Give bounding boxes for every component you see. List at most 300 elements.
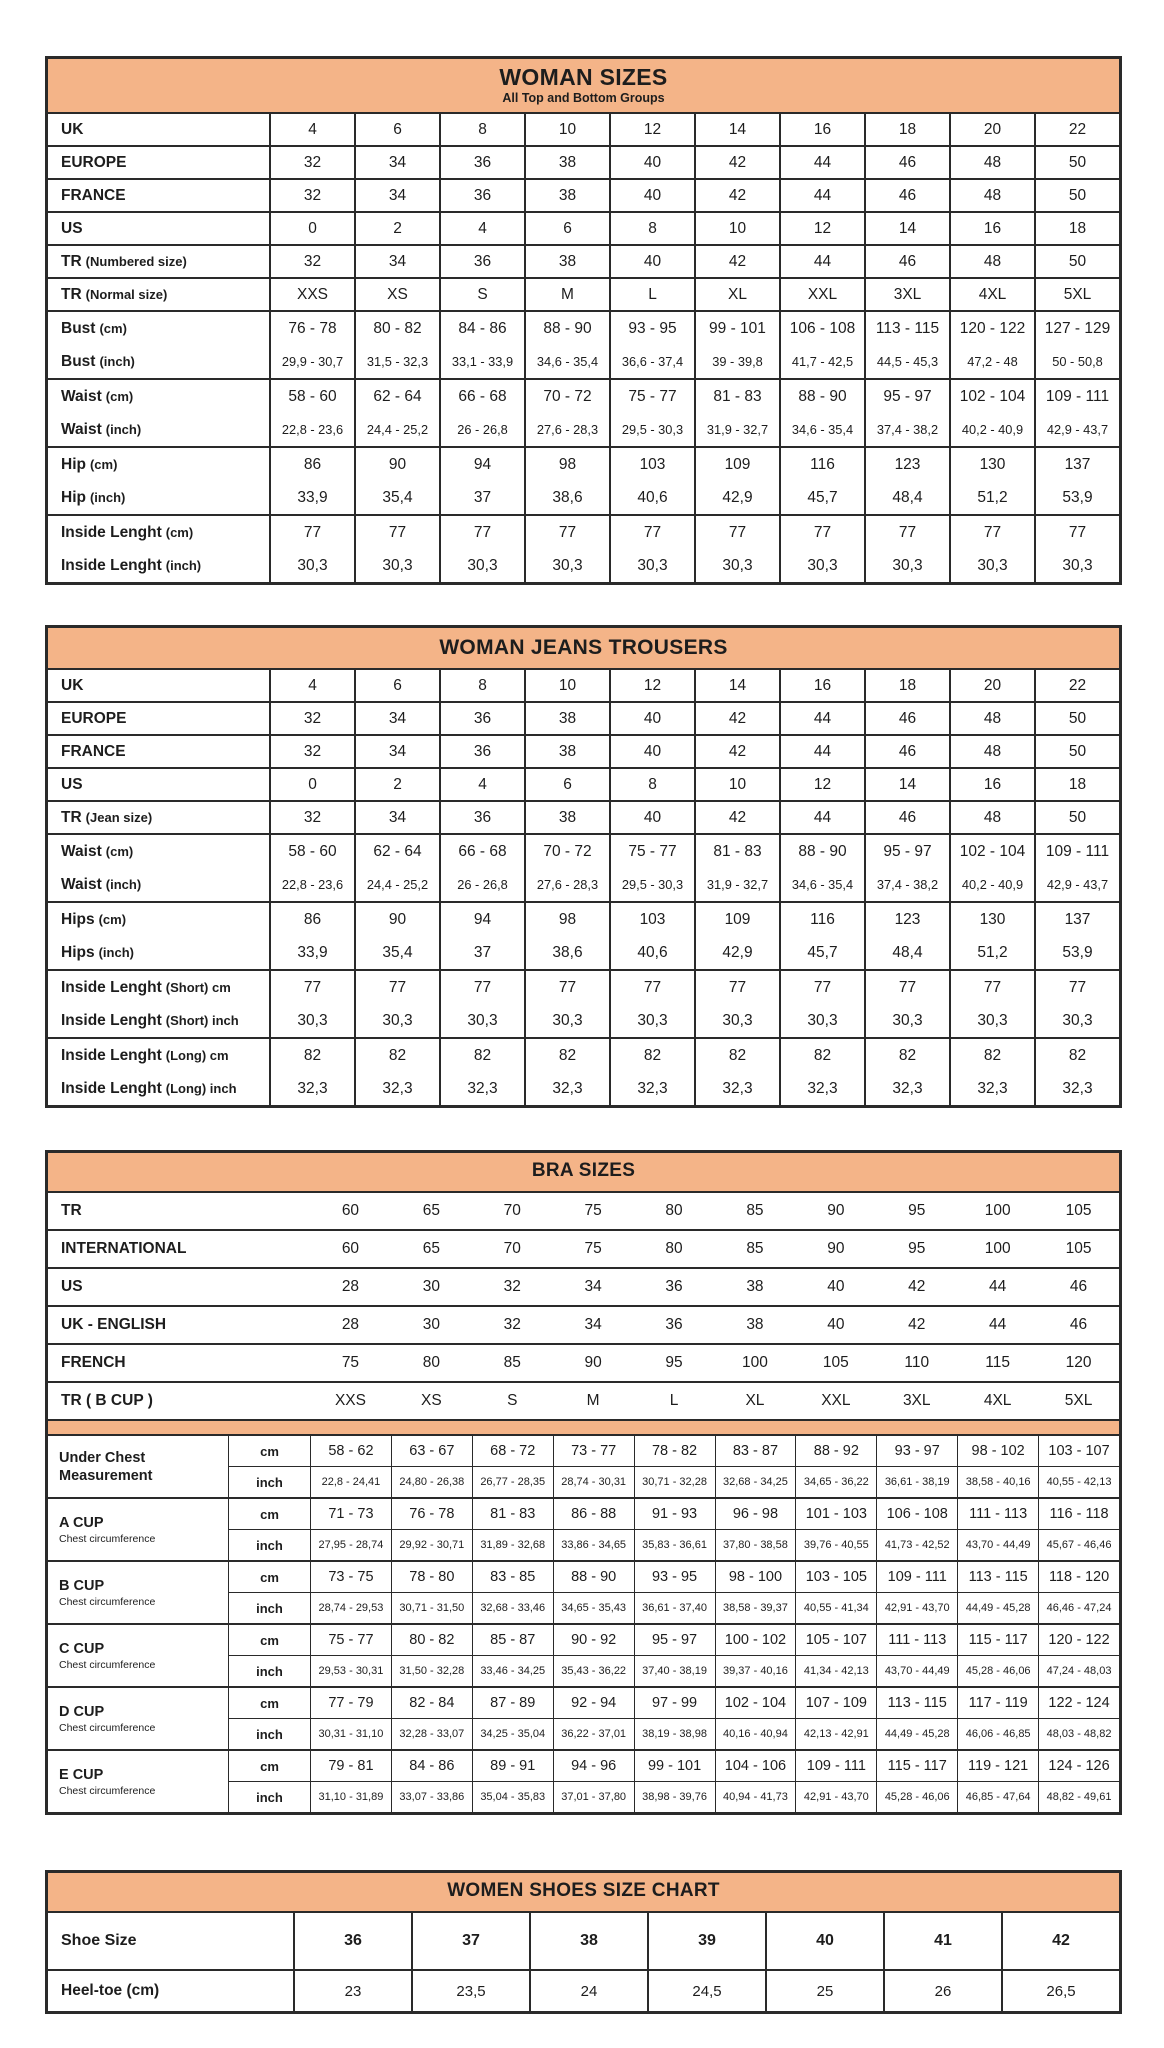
table-cell: 116: [779, 448, 864, 481]
table-cell: 35,83 - 36,61: [634, 1529, 715, 1560]
table-cell: 38: [746, 1316, 764, 1334]
table-cell: 30,3: [694, 549, 779, 582]
table-cell: 48: [949, 180, 1034, 211]
table-cell: 115 - 117: [876, 1751, 957, 1781]
table-cell: 65: [422, 1240, 440, 1258]
table-cell: 12: [609, 670, 694, 701]
unit-label-inch: inch: [228, 1466, 310, 1497]
table-cell: 22: [1034, 670, 1119, 701]
unit-label-inch: inch: [228, 1781, 310, 1812]
table-title: BRA SIZES: [531, 1160, 636, 1182]
row-label-note: (Short) cm: [165, 980, 231, 996]
table-cell: 32: [269, 802, 354, 833]
table-cell: 38: [529, 1913, 647, 1969]
cup-label: [48, 1562, 228, 1623]
table-cell: 33,86 - 34,65: [553, 1529, 634, 1560]
table-cell: 99 - 101: [634, 1751, 715, 1781]
cup-label: [48, 1436, 228, 1497]
row-group: [48, 668, 1119, 701]
table-cell: 46: [1069, 1278, 1088, 1296]
cup-title: D CUP: [59, 1704, 105, 1721]
table-cell: 44: [779, 736, 864, 767]
table-cell: 46,85 - 47,64: [957, 1781, 1038, 1812]
table-cell: 28,74 - 30,31: [553, 1466, 634, 1497]
table-cell: 26 - 26,8: [439, 868, 524, 901]
table-cell: 123: [864, 448, 949, 481]
table-cell: 123: [864, 903, 949, 936]
table-cell: 32,28 - 33,07: [391, 1718, 472, 1749]
table-cell: 77: [524, 971, 609, 1004]
table-cell: 22: [1034, 114, 1119, 145]
table-cell: 39 - 39,8: [694, 345, 779, 378]
table-cell: 130: [949, 903, 1034, 936]
table-cell: 16: [779, 670, 864, 701]
table-cell: 34,6 - 35,4: [779, 868, 864, 901]
table-cell: 80 - 82: [354, 312, 439, 345]
row-group: [48, 378, 1119, 446]
table-cell: 77: [949, 516, 1034, 549]
table-cell: 32: [269, 736, 354, 767]
row-group: [48, 277, 1119, 310]
table-cell: 137: [1034, 448, 1119, 481]
woman-sizes-body: [48, 112, 1119, 582]
table-cell: 42: [908, 1278, 926, 1296]
table-cell: 30,3: [354, 549, 439, 582]
table-cell: 50: [1034, 147, 1119, 178]
table-cell: 10: [524, 670, 609, 701]
cup-group: [48, 1623, 1119, 1686]
row-label-note: (Normal size): [85, 287, 168, 303]
row-group: [48, 800, 1119, 833]
table-cell: 102 - 104: [715, 1688, 796, 1718]
table-cell: 4: [439, 769, 524, 800]
cup-subtitle: Chest circumference: [59, 1596, 156, 1609]
table-cell: 98 - 100: [715, 1562, 796, 1592]
table-row: [48, 1191, 1119, 1229]
table-cell: 73 - 77: [553, 1436, 634, 1466]
table-cell: 4: [269, 670, 354, 701]
table-cell: 88 - 90: [779, 835, 864, 868]
table-cell: 32,3: [949, 1072, 1034, 1105]
bra-conversion-body: [48, 1191, 1119, 1419]
row-label: Heel-toe (cm): [61, 1982, 160, 2000]
cup-title: E CUP: [59, 1767, 104, 1784]
table-cell: 34,25 - 35,04: [472, 1718, 553, 1749]
table-cell: 30,3: [439, 1004, 524, 1037]
table-cell: XXS: [334, 1392, 366, 1410]
table-cell: 137: [1034, 903, 1119, 936]
table-cell: 77: [354, 516, 439, 549]
table-cell: 8: [439, 114, 524, 145]
table-cell: 35,4: [354, 481, 439, 514]
table-cell: 77: [524, 516, 609, 549]
table-cell: 46: [864, 147, 949, 178]
table-cell: 32: [269, 180, 354, 211]
table-cell: 95: [908, 1240, 926, 1258]
row-group: [48, 1037, 1119, 1105]
cup-group: [48, 1497, 1119, 1560]
table-cell: 42: [1001, 1913, 1119, 1969]
row-label-text: Hips: [61, 910, 95, 928]
table-cell: 78 - 82: [634, 1436, 715, 1466]
table-cell: 6: [354, 114, 439, 145]
table-row: [48, 380, 1119, 413]
row-group: [48, 145, 1119, 178]
table-cell: 84 - 86: [439, 312, 524, 345]
table-row: [48, 481, 1119, 514]
table-cell: 38: [524, 180, 609, 211]
table-cell: XS: [354, 279, 439, 310]
table-cell: 33,46 - 34,25: [472, 1655, 553, 1686]
table-cell: 85 - 87: [472, 1625, 553, 1655]
table-cell: 40: [609, 147, 694, 178]
table-cell: 41,7 - 42,5: [779, 345, 864, 378]
table-cell: 48,4: [864, 481, 949, 514]
table-cell: 40: [609, 703, 694, 734]
table-cell: 34: [354, 246, 439, 277]
table-cell: 31,9 - 32,7: [694, 868, 779, 901]
table-cell: 60: [341, 1240, 360, 1258]
unit-label-inch: inch: [228, 1592, 310, 1623]
table-cell: 113 - 115: [876, 1688, 957, 1718]
table-cell: 39,76 - 40,55: [795, 1529, 876, 1560]
table-cell: 30,3: [949, 1004, 1034, 1037]
table-cell: 100: [984, 1240, 1011, 1258]
table-cell: 88 - 90: [779, 380, 864, 413]
table-cell: 44: [779, 147, 864, 178]
table-cell: 46: [864, 703, 949, 734]
table-title: WOMAN JEANS TROUSERS: [439, 636, 728, 660]
table-cell: 29,9 - 30,7: [269, 345, 354, 378]
table-row: [48, 279, 1119, 310]
table-cell: 76 - 78: [391, 1499, 472, 1529]
table-cell: 82: [694, 1039, 779, 1072]
table-cell: 80: [665, 1202, 683, 1220]
table-cell: 106 - 108: [876, 1499, 957, 1529]
table-cell: 33,9: [269, 481, 354, 514]
table-row: [48, 1229, 1119, 1267]
table-cell: 43,70 - 44,49: [957, 1529, 1038, 1560]
table-cell: 16: [949, 213, 1034, 244]
table-cell: 82: [864, 1039, 949, 1072]
row-label: [48, 1072, 269, 1105]
table-cell: 109: [694, 903, 779, 936]
table-cell: 26,5: [1001, 1971, 1119, 2011]
table-cell: 32,3: [269, 1072, 354, 1105]
table-row: [48, 1343, 1119, 1381]
table-row: [48, 802, 1119, 833]
table-cell: 106 - 108: [779, 312, 864, 345]
table-cell: 120 - 122: [949, 312, 1034, 345]
table-cell: 0: [269, 769, 354, 800]
table-cell: 44,49 - 45,28: [876, 1718, 957, 1749]
table-cell: 98: [524, 903, 609, 936]
table-cell: 18: [1034, 769, 1119, 800]
table-cell: 98: [524, 448, 609, 481]
row-group: [48, 767, 1119, 800]
table-cell: 34,6 - 35,4: [524, 345, 609, 378]
row-label-note: (inch): [105, 422, 142, 438]
table-cell: 38: [746, 1278, 764, 1296]
table-cell: 30,3: [609, 1004, 694, 1037]
cup-label: [48, 1625, 228, 1686]
row-label-note: (Numbered size): [85, 254, 187, 270]
table-cell: 36: [439, 246, 524, 277]
table-cell: 32,3: [864, 1072, 949, 1105]
table-cell: 82: [524, 1039, 609, 1072]
table-cell: 29,92 - 30,71: [391, 1529, 472, 1560]
table-cell: 38,6: [524, 481, 609, 514]
row-label-text: US: [61, 219, 83, 237]
table-cell: 46: [864, 246, 949, 277]
table-cell: 30,3: [694, 1004, 779, 1037]
table-cell: 2: [354, 769, 439, 800]
table-cell: 38,58 - 40,16: [957, 1466, 1038, 1497]
row-label: [48, 1039, 269, 1072]
table-cell: 38: [524, 802, 609, 833]
table-row: [48, 769, 1119, 800]
table-cell: 42,9 - 43,7: [1034, 413, 1119, 446]
row-label-text: EUROPE: [61, 709, 127, 727]
table-row: [48, 549, 1119, 582]
table-cell: 37,4 - 38,2: [864, 413, 949, 446]
table-cell: 81 - 83: [472, 1499, 553, 1529]
table-cell: 116 - 118: [1038, 1499, 1119, 1529]
table-cell: 73 - 75: [310, 1562, 391, 1592]
table-cell: 30: [422, 1316, 440, 1334]
row-label: [48, 903, 269, 936]
row-label-note: (inch): [105, 877, 142, 893]
table-cell: 96 - 98: [715, 1499, 796, 1529]
table-cell: 38: [524, 147, 609, 178]
unit-label-cm: cm: [228, 1688, 310, 1718]
table-cell: 68 - 72: [472, 1436, 553, 1466]
row-label-text: FRANCE: [61, 742, 126, 760]
row-label-text: UK: [61, 120, 84, 138]
table-cell: 46,46 - 47,24: [1038, 1592, 1119, 1623]
table-cell: 44: [779, 180, 864, 211]
table-cell: 71 - 73: [310, 1499, 391, 1529]
table-cell: 41,73 - 42,52: [876, 1529, 957, 1560]
unit-label-inch: inch: [228, 1529, 310, 1560]
table-cell: 23,5: [411, 1971, 529, 2011]
table-cell: 70 - 72: [524, 380, 609, 413]
table-cell: 36,61 - 37,40: [634, 1592, 715, 1623]
table-cell: 6: [354, 670, 439, 701]
table-cell: 40: [609, 736, 694, 767]
table-cell: 6: [524, 769, 609, 800]
row-group: [48, 244, 1119, 277]
table-cell: 124 - 126: [1038, 1751, 1119, 1781]
table-cell: XXS: [269, 279, 354, 310]
table-cell: 36: [665, 1278, 683, 1296]
table-cell: 40,6: [609, 481, 694, 514]
table-cell: 90: [584, 1354, 602, 1372]
row-group: [48, 211, 1119, 244]
table-cell: 14: [864, 769, 949, 800]
table-cell: 0: [269, 213, 354, 244]
unit-label-inch: inch: [228, 1718, 310, 1749]
table-cell: 34: [354, 147, 439, 178]
table-cell: 45,28 - 46,06: [876, 1781, 957, 1812]
table-cell: S: [507, 1392, 518, 1410]
table-cell: 31,5 - 32,3: [354, 345, 439, 378]
unit-label-cm: cm: [228, 1499, 310, 1529]
row-label-note: (Long) cm: [165, 1048, 229, 1064]
table-cell: 36,22 - 37,01: [553, 1718, 634, 1749]
table-cell: XL: [694, 279, 779, 310]
table-row: [48, 971, 1119, 1004]
table-cell: 87 - 89: [472, 1688, 553, 1718]
table-cell: 39: [647, 1913, 765, 1969]
table-cell: 103 - 105: [795, 1562, 876, 1592]
table-cell: 107 - 109: [795, 1688, 876, 1718]
table-cell: 42,13 - 42,91: [795, 1718, 876, 1749]
table-row: [48, 1039, 1119, 1072]
table-cell: 43,70 - 44,49: [876, 1655, 957, 1686]
table-cell: 32,3: [609, 1072, 694, 1105]
table-row: [48, 736, 1119, 767]
table-cell: 28: [341, 1278, 360, 1296]
table-cell: 102 - 104: [949, 835, 1034, 868]
row-label-note: (inch): [98, 945, 134, 961]
row-label-text: Inside Lenght: [61, 1011, 162, 1029]
table-cell: 70: [503, 1240, 521, 1258]
table-cell: 40,2 - 40,9: [949, 868, 1034, 901]
table-cell: 103 - 107: [1038, 1436, 1119, 1466]
row-label: [48, 936, 269, 969]
table-cell: 120: [1065, 1354, 1092, 1372]
table-cell: 45,7: [779, 481, 864, 514]
table-cell: 37,80 - 38,58: [715, 1529, 796, 1560]
row-label-text: TR: [61, 808, 82, 826]
table-cell: 27,6 - 28,3: [524, 413, 609, 446]
table-row: [48, 703, 1119, 734]
table-cell: 8: [609, 769, 694, 800]
table-row: [48, 213, 1119, 244]
table-cell: 48: [949, 703, 1034, 734]
table-cell: 37,4 - 38,2: [864, 868, 949, 901]
table-cell: 30,3: [864, 549, 949, 582]
cup-label: [48, 1751, 228, 1812]
table-cell: 16: [779, 114, 864, 145]
table-cell: 40: [609, 802, 694, 833]
table-cell: 30,3: [1034, 549, 1119, 582]
table-cell: 38: [524, 246, 609, 277]
row-label: [48, 345, 269, 378]
table-cell: 82 - 84: [391, 1688, 472, 1718]
table-cell: 4: [269, 114, 354, 145]
row-label-note: (cm): [89, 457, 118, 473]
table-cell: 40: [827, 1278, 845, 1296]
row-label: [48, 246, 269, 277]
table-row: [48, 114, 1119, 145]
bra-sizes-table: [45, 1150, 1122, 1815]
row-group: [48, 112, 1119, 145]
table-cell: 5XL: [1064, 1392, 1093, 1410]
table-cell: 30,3: [949, 549, 1034, 582]
shoes-table: [45, 1870, 1122, 2014]
row-label: [48, 380, 269, 413]
table-cell: 20: [949, 114, 1034, 145]
table-cell: 12: [779, 769, 864, 800]
row-label-text: Bust: [61, 319, 96, 337]
table-cell: 77: [439, 516, 524, 549]
table-cell: 27,6 - 28,3: [524, 868, 609, 901]
table-cell: 75: [341, 1354, 360, 1372]
row-label-text: Hip: [61, 488, 86, 506]
row-label-text: Waist: [61, 420, 102, 438]
table-cell: 28,74 - 29,53: [310, 1592, 391, 1623]
row-label-text: EUROPE: [61, 153, 127, 171]
table-cell: 58 - 62: [310, 1436, 391, 1466]
table-cell: 105 - 107: [795, 1625, 876, 1655]
row-group: [48, 734, 1119, 767]
table-cell: 5XL: [1034, 279, 1119, 310]
table-cell: 40,2 - 40,9: [949, 413, 1034, 446]
table-cell: 77: [779, 971, 864, 1004]
cup-label: [48, 1499, 228, 1560]
row-label-note: (cm): [105, 389, 134, 405]
table-cell: 44: [779, 802, 864, 833]
table-cell: 12: [609, 114, 694, 145]
shoes-body: [48, 1911, 1119, 2011]
table-cell: 105: [1065, 1202, 1092, 1220]
table-cell: 36: [439, 180, 524, 211]
table-cell: 117 - 119: [957, 1688, 1038, 1718]
table-cell: 105: [822, 1354, 849, 1372]
table-cell: 80: [665, 1240, 683, 1258]
row-label: [48, 670, 269, 701]
row-label: TR ( B CUP ): [61, 1392, 153, 1410]
row-label-text: Inside Lenght: [61, 1046, 162, 1064]
table-cell: 98 - 102: [957, 1436, 1038, 1466]
table-cell: 100 - 102: [715, 1625, 796, 1655]
table-cell: 3XL: [902, 1392, 931, 1410]
table-cell: 83 - 85: [472, 1562, 553, 1592]
woman-jeans-header: [48, 628, 1119, 668]
table-cell: 89 - 91: [472, 1751, 553, 1781]
table-cell: 10: [524, 114, 609, 145]
row-label: US: [61, 1278, 83, 1296]
table-cell: 24,5: [647, 1971, 765, 2011]
table-cell: 44: [779, 246, 864, 277]
table-cell: 40: [765, 1913, 883, 1969]
table-cell: 26,77 - 28,35: [472, 1466, 553, 1497]
table-cell: 95: [908, 1202, 926, 1220]
table-cell: 115: [985, 1354, 1010, 1372]
table-cell: 50: [1034, 802, 1119, 833]
table-cell: 95: [665, 1354, 683, 1372]
row-label: Shoe Size: [61, 1932, 137, 1950]
table-cell: 25: [765, 1971, 883, 2011]
table-cell: 42: [694, 180, 779, 211]
table-cell: 3XL: [864, 279, 949, 310]
woman-jeans-table: [45, 625, 1122, 1108]
table-cell: 38,19 - 38,98: [634, 1718, 715, 1749]
table-cell: 95 - 97: [634, 1625, 715, 1655]
table-cell: 37,01 - 37,80: [553, 1781, 634, 1812]
table-cell: XXL: [821, 1392, 851, 1410]
table-cell: 50 - 50,8: [1034, 345, 1119, 378]
table-cell: 30,3: [779, 1004, 864, 1037]
table-cell: 119 - 121: [957, 1751, 1038, 1781]
table-cell: 30,3: [864, 1004, 949, 1037]
woman-sizes-header: [48, 59, 1119, 112]
table-cell: 31,89 - 32,68: [472, 1529, 553, 1560]
table-cell: 44,49 - 45,28: [957, 1592, 1038, 1623]
table-cell: 30,71 - 32,28: [634, 1466, 715, 1497]
